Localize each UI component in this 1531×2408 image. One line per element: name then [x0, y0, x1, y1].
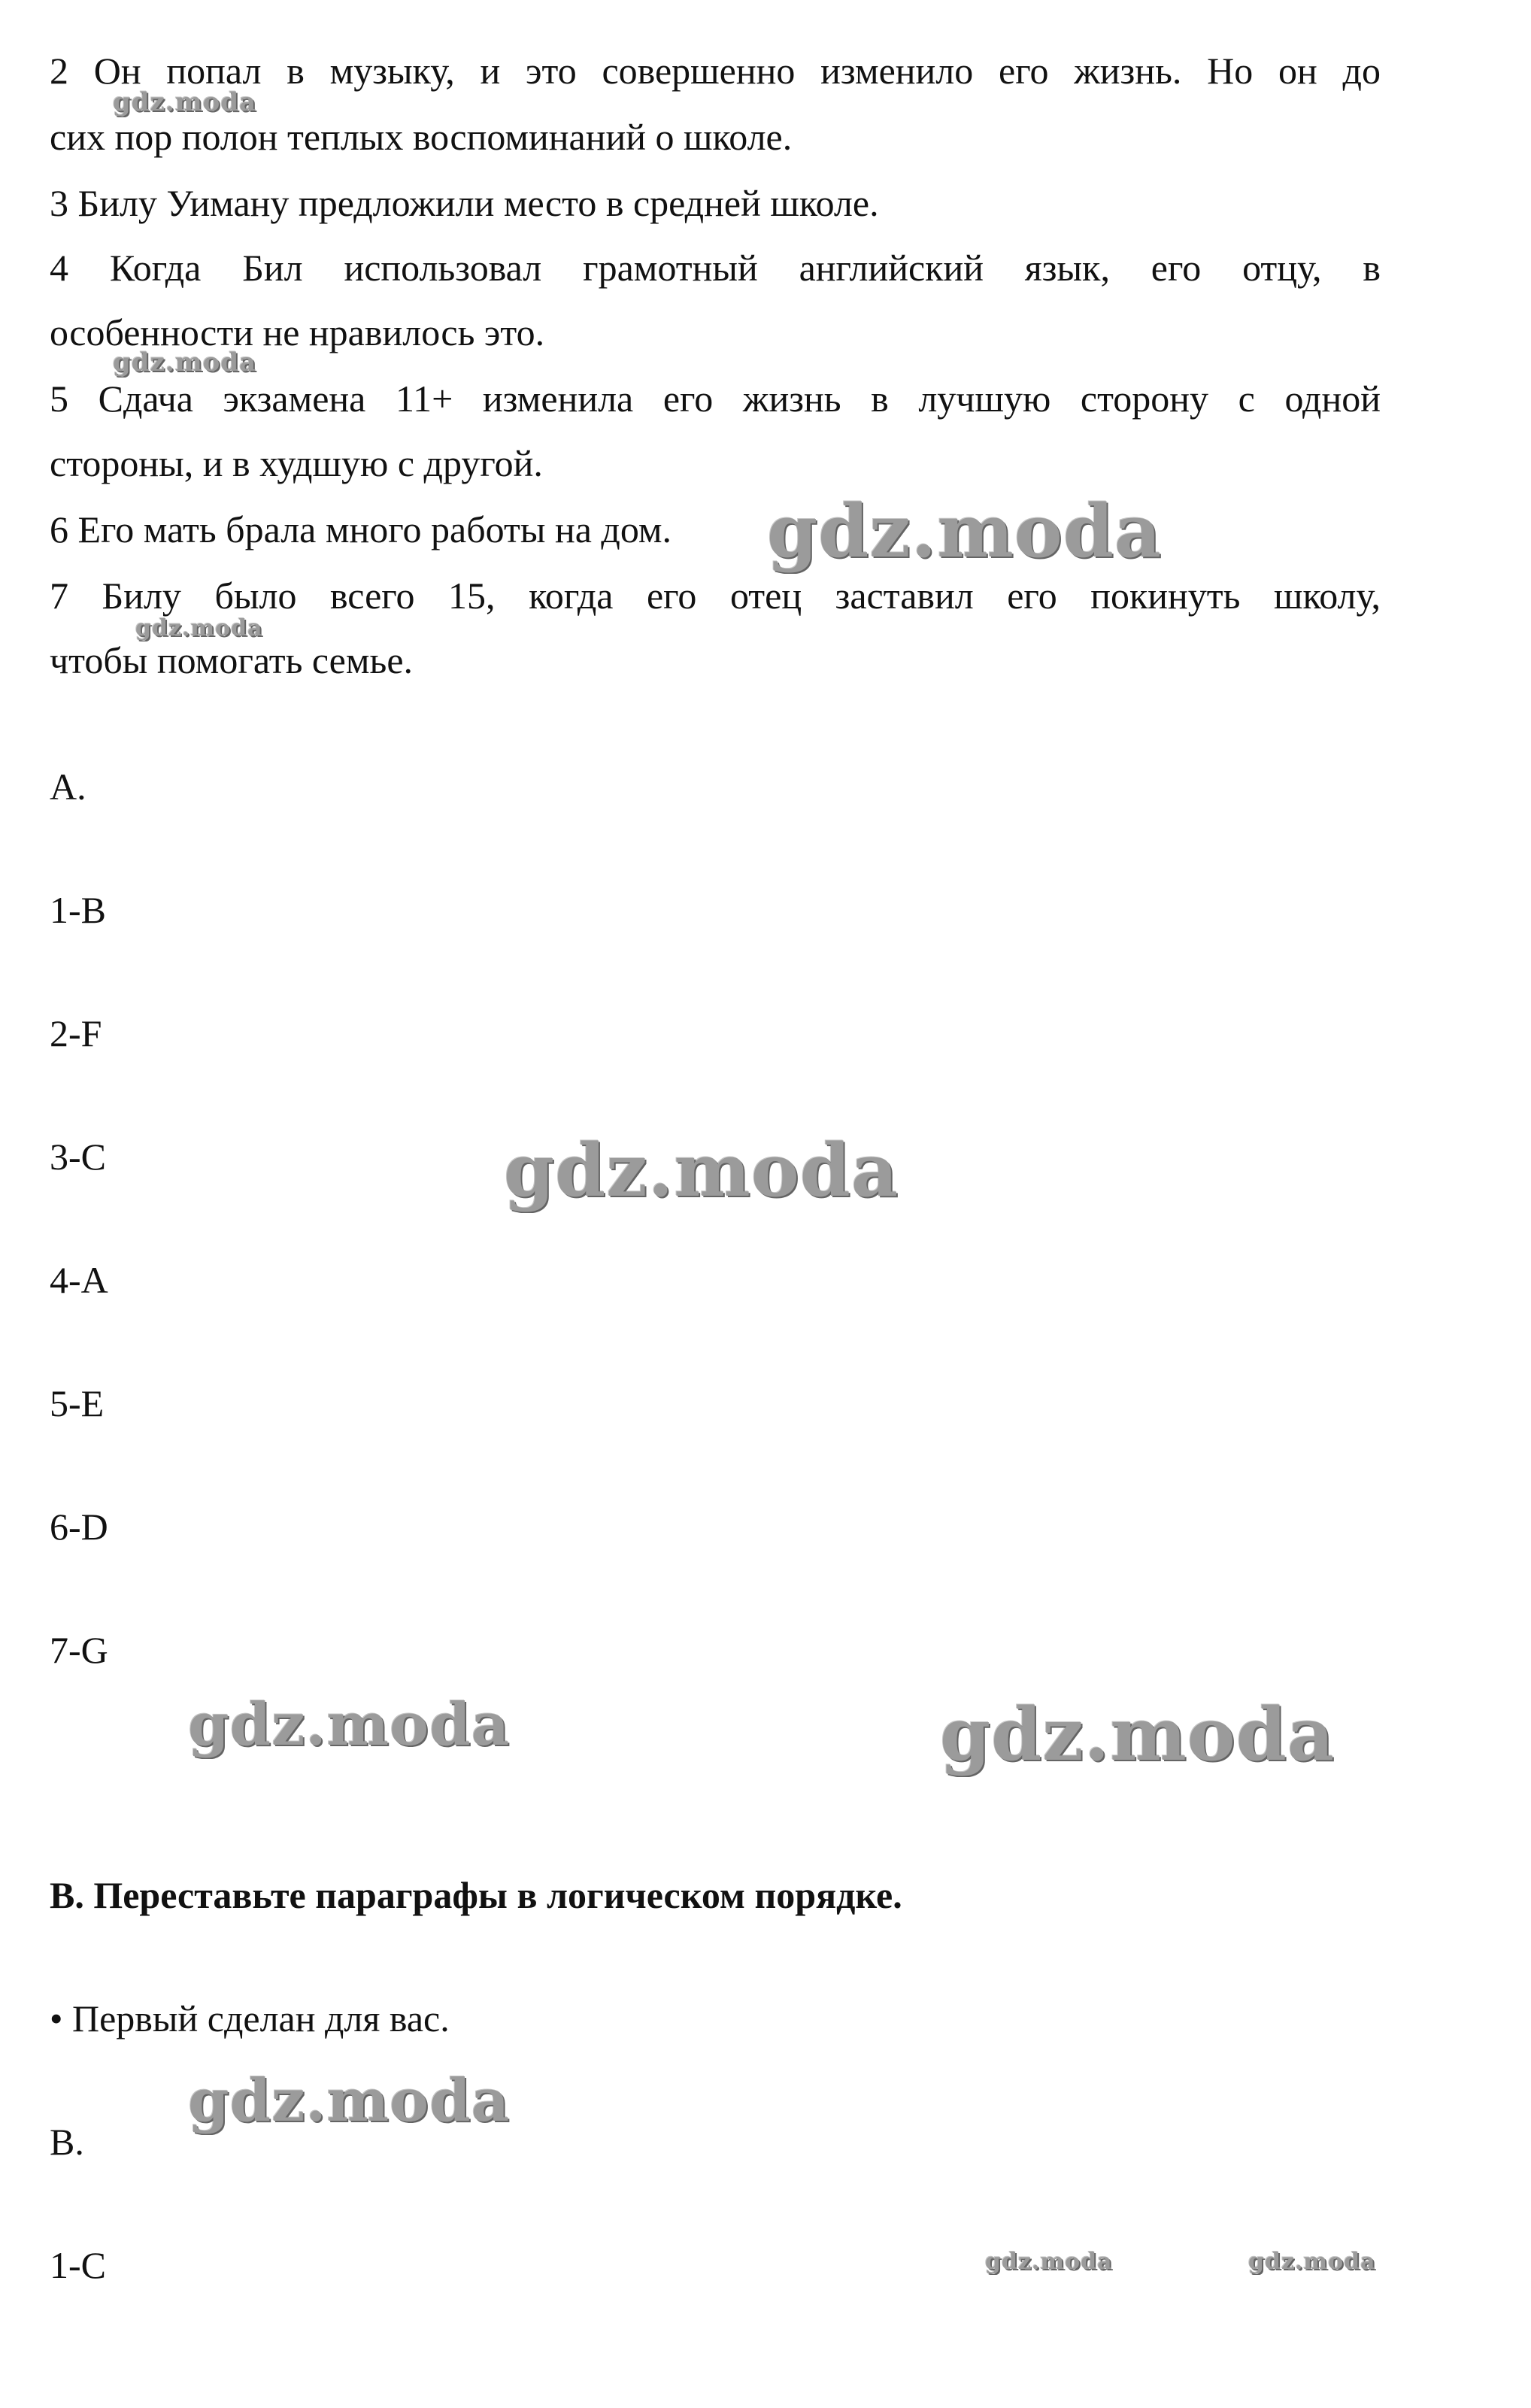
- answer-b-1: 1-C: [50, 2244, 106, 2286]
- watermark: gdz.moda: [940, 1692, 1335, 1777]
- watermark: gdz.moda: [188, 1691, 511, 1759]
- watermark: gdz.moda: [113, 87, 257, 117]
- paragraph-4-line-1: 4 Когда Бил использовал грамотный английский язык, его отцу, в: [50, 247, 1381, 289]
- paragraph-5-line-2: стороны, и в худшую с другой.: [50, 442, 543, 484]
- paragraph-6-line-1: 6 Его мать брала много работы на дом.: [50, 508, 672, 550]
- paragraph-2-line-2: сих пор полон теплых воспоминаний о школе.: [50, 116, 793, 158]
- answer-a-4: 4-A: [50, 1259, 108, 1301]
- answer-a-1: 1-B: [50, 889, 106, 931]
- paragraph-7-line-1: 7 Билу было всего 15, когда его отец заставил его покинуть школу,: [50, 575, 1381, 617]
- section-a-label: A.: [50, 766, 86, 808]
- section-b-label: B.: [50, 2121, 84, 2163]
- watermark: gdz.moda: [504, 1128, 899, 1213]
- watermark: gdz.moda: [985, 2249, 1113, 2275]
- watermark: gdz.moda: [1248, 2249, 1376, 2275]
- paragraph-4-line-2: особенности не нравилось это.: [50, 311, 545, 353]
- section-b-note: • Первый сделан для вас.: [50, 1997, 450, 2040]
- paragraph-3-line-1: 3 Билу Уиману предложили место в средней школе.: [50, 182, 879, 224]
- watermark: gdz.moda: [113, 347, 257, 378]
- answer-a-5: 5-E: [50, 1382, 105, 1424]
- section-b-heading: B. Переставьте параграфы в логическом порядке.: [50, 1874, 902, 1916]
- paragraph-5-line-1: 5 Сдача экзамена 11+ изменила его жизнь в лучшую сторону с одной: [50, 378, 1381, 420]
- watermark: gdz.moda: [767, 489, 1163, 574]
- answer-a-3: 3-C: [50, 1136, 106, 1178]
- watermark: gdz.moda: [188, 2067, 511, 2135]
- paragraph-7-line-2: чтобы помогать семье.: [50, 639, 414, 681]
- answer-a-2: 2-F: [50, 1012, 102, 1054]
- watermark: gdz.moda: [135, 615, 263, 641]
- answer-a-6: 6-D: [50, 1506, 108, 1548]
- answer-a-7: 7-G: [50, 1629, 108, 1671]
- paragraph-2-line-1: 2 Он попал в музыку, и это совершенно изменило его жизнь. Но он до: [50, 50, 1381, 92]
